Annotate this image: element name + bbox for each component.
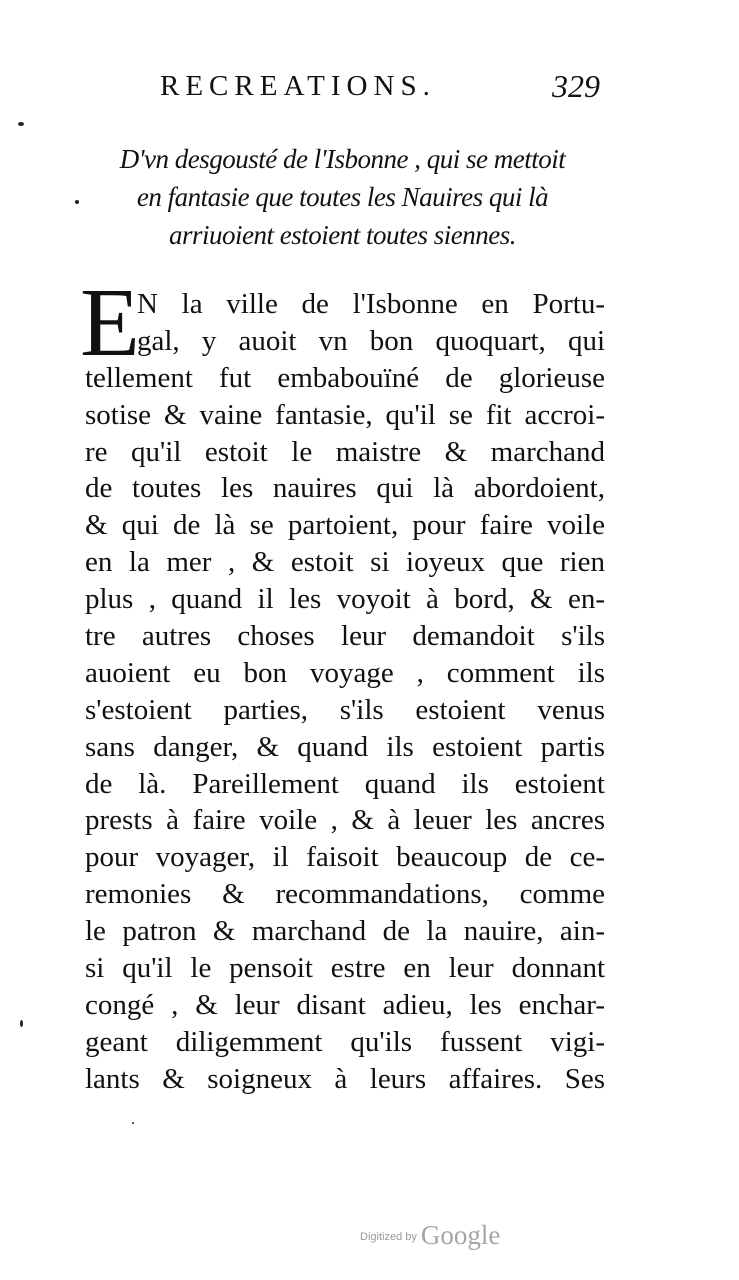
body-line: congé , & leur disant adieu, les enchar- bbox=[85, 988, 605, 1021]
body-line: sotise & vaine fantasie, qu'il se fit accroi- bbox=[85, 398, 605, 431]
body-line: & qui de là se partoient, pour faire voile bbox=[85, 509, 605, 542]
body-line: lants & soigneux à leurs affaires. Ses bbox=[85, 1062, 605, 1095]
body-line: sans danger, & quand ils estoient partis bbox=[85, 730, 605, 763]
digitization-watermark bbox=[360, 1214, 500, 1250]
body-line: gal, y auoit vn bon quoquart, qui bbox=[137, 324, 605, 357]
body-line: pour voyager, il faisoit beaucoup de ce- bbox=[85, 841, 605, 874]
body-line: si qu'il le pensoit estre en leur donnant bbox=[85, 952, 605, 985]
drop-cap: E bbox=[80, 269, 140, 377]
body-text bbox=[85, 286, 605, 1098]
running-title: RECREATIONS. bbox=[160, 70, 436, 102]
body-line: en la mer , & estoit si ioyeux que rien bbox=[85, 546, 605, 579]
body-line: prests à faire voile , & à leuer les ancres bbox=[85, 804, 605, 837]
body-line: de là. Pareillement quand ils estoient bbox=[85, 767, 605, 800]
body-line: N la ville de l'Isbonne en Portu- bbox=[137, 288, 605, 320]
body-line: s'estoient parties, s'ils estoient venus bbox=[85, 693, 605, 726]
body-line: tellement fut embabouïné de glorieuse bbox=[85, 361, 605, 394]
running-head bbox=[160, 66, 600, 106]
chapter-heading bbox=[70, 140, 615, 254]
chapter-heading-line: arriuoient estoient toutes siennes. bbox=[169, 220, 516, 250]
body-line: geant diligemment qu'ils fussent vigi- bbox=[85, 1025, 605, 1058]
page-number: 329 bbox=[552, 68, 600, 104]
body-line: plus , quand il les voyoit à bord, & en- bbox=[85, 583, 605, 616]
watermark-brand-logo: Google bbox=[420, 1220, 501, 1250]
chapter-heading-line: D'vn desgousté de l'Isbonne , qui se mettoit bbox=[119, 144, 566, 174]
body-line: remonies & recommandations, comme bbox=[85, 878, 605, 911]
body-line: de toutes les nauires qui là abordoient, bbox=[85, 472, 605, 505]
body-line: le patron & marchand de la nauire, ain- bbox=[85, 915, 605, 948]
body-line: tre autres choses leur demandoit s'ils bbox=[85, 620, 605, 653]
chapter-heading-line: en fantasie que toutes les Nauires qui là bbox=[136, 182, 549, 212]
watermark-digitized-by: Digitized by bbox=[360, 1231, 417, 1243]
body-line: auoient eu bon voyage , comment ils bbox=[85, 656, 605, 689]
body-line: re qu'il estoit le maistre & marchand bbox=[85, 435, 605, 468]
